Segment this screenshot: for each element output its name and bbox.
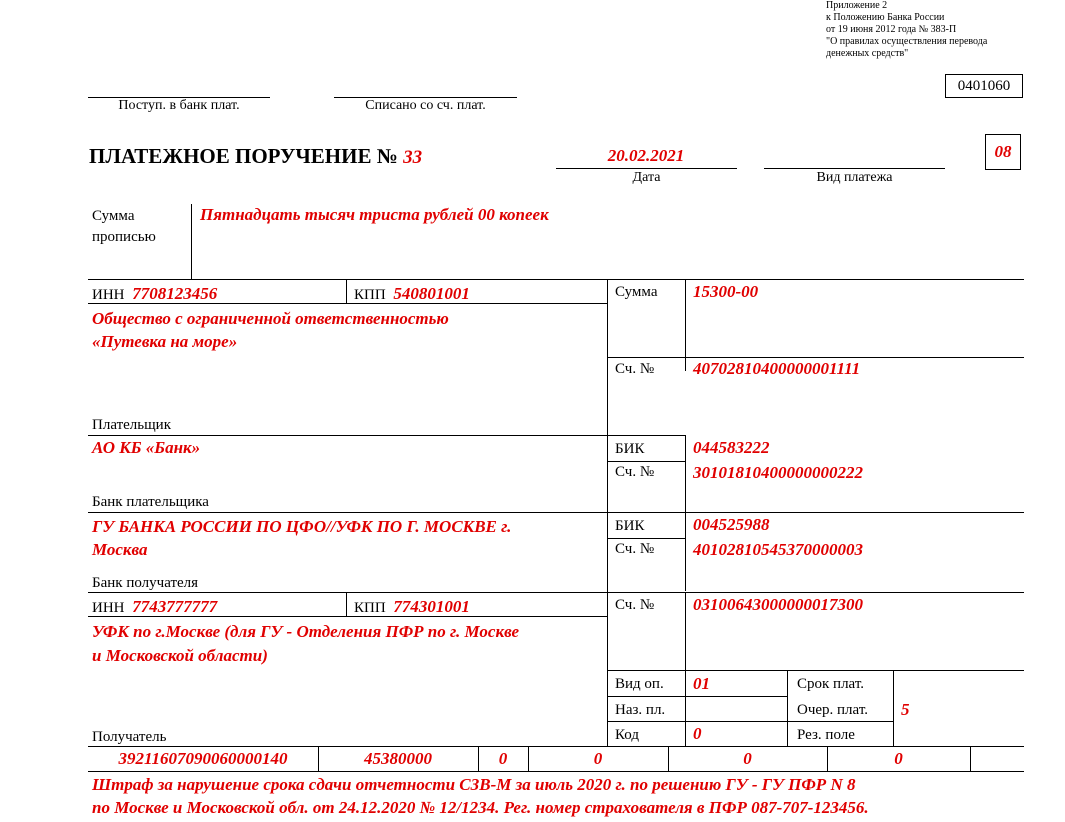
payment-date: 20.02.2021 — [607, 146, 685, 165]
code-value: 0 — [693, 724, 702, 743]
basis-field: 0 — [498, 749, 508, 768]
kbk-field: 39211607090060000140 — [118, 749, 288, 768]
recipient-bank-name — [92, 515, 511, 561]
recipient-name-line-2: и Московской области) — [92, 646, 268, 665]
payer-inn-value: 7708123456 — [132, 284, 218, 303]
recipient-bank-label: Банк получателя — [92, 575, 199, 591]
payer-account-label: Сч. № — [615, 361, 655, 377]
payer-kpp-label: КПП — [354, 287, 386, 303]
document-date-field: 0 — [894, 749, 903, 768]
date-label: Дата — [632, 170, 661, 185]
recipient-bank-name-line-1: ГУ БАНКА РОССИИ ПО ЦФО//УФК ПО Г. МОСКВЕ г. — [92, 517, 512, 536]
payer-label: Плательщик — [92, 417, 171, 433]
payment-purpose-line-1: Штраф за нарушение срока сдачи отчетности СЗВ-М за июль 2020 г. по решению ГУ - ГУ ПФР N 8 — [92, 775, 856, 794]
recipient-bank-corr-account: 40102810545370000003 — [693, 540, 863, 559]
amount-words: Пятнадцать тысяч триста рублей 00 копеек — [200, 205, 549, 224]
payment-purpose — [92, 773, 869, 819]
payer-bank-bik-label: БИК — [615, 441, 645, 457]
debited-label: Списано со сч. плат. — [365, 98, 486, 113]
payer-bank-label: Банк плательщика — [92, 494, 209, 510]
form-code: 0401060 — [945, 74, 1023, 98]
order-number: 33 — [403, 147, 423, 168]
appendix-line-1: Приложение 2 — [826, 0, 888, 11]
recipient-name-line-1: УФК по г.Москве (для ГУ - Отделения ПФР по г. Москве — [92, 622, 520, 641]
code-label: Код — [615, 727, 639, 743]
appendix-line-4: "О правилах осуществления перевода — [826, 36, 988, 47]
payer-account: 40702810400000001111 — [693, 359, 861, 378]
recipient-kpp-label: КПП — [354, 600, 386, 616]
payer-name — [92, 307, 449, 353]
payer-kpp-value: 540801001 — [393, 284, 470, 303]
op-type: 01 — [693, 674, 710, 693]
payer-inn — [92, 284, 217, 304]
period-field: 0 — [593, 749, 603, 768]
reserve-label: Рез. поле — [797, 727, 855, 743]
order-label: Очер. плат. — [797, 702, 868, 718]
recipient-bank-bik: 004525988 — [693, 515, 770, 534]
order-value: 5 — [901, 700, 910, 719]
payer-name-line-2: «Путевка на море» — [92, 332, 238, 351]
payment-purpose-line-2: по Москве и Московской обл. от 24.12.2020 № 12/1234. Рег. номер страхователя в ПФР 087-707-123456. — [92, 798, 869, 817]
payer-name-line-1: Общество с ограниченной ответственностью — [92, 309, 449, 328]
status-code: 08 — [985, 134, 1021, 170]
purpose-code-label: Наз. пл. — [615, 702, 666, 718]
recipient-account-label: Сч. № — [615, 597, 655, 613]
recipient-inn — [92, 597, 217, 617]
recipient-inn-value: 7743777777 — [132, 597, 218, 616]
recipient-kpp-value: 774301001 — [393, 597, 470, 616]
payer-bank-corr-label: Сч. № — [615, 464, 655, 480]
recipient-bank-name-line-2: Москва — [92, 540, 148, 559]
payment-type-label: Вид платежа — [816, 170, 893, 185]
recipient-name — [92, 620, 519, 668]
payer-bank-name: АО КБ «Банк» — [92, 438, 201, 457]
payer-kpp — [354, 284, 470, 304]
document-number-field: 0 — [743, 749, 752, 768]
term-label: Срок плат. — [797, 676, 865, 692]
appendix-note — [826, 0, 987, 60]
oktmo-field: 45380000 — [364, 749, 432, 768]
amount-words-label — [92, 206, 156, 248]
appendix-line-2: к Положению Банка России — [826, 12, 945, 23]
op-type-label: Вид оп. — [615, 676, 664, 692]
page-title — [89, 144, 422, 169]
payer-bank-corr-account: 30101810400000000222 — [693, 463, 863, 482]
recipient-inn-label: ИНН — [92, 600, 125, 616]
recipient-bank-corr-label: Сч. № — [615, 541, 655, 557]
recipient-account: 03100643000000017300 — [693, 595, 863, 614]
appendix-line-5: денежных средств" — [826, 48, 909, 59]
amount-words-label-1: Сумма — [92, 208, 135, 224]
payer-bank-bik: 044583222 — [693, 438, 770, 457]
title-text: ПЛАТЕЖНОЕ ПОРУЧЕНИЕ № — [89, 144, 398, 168]
sum-label: Сумма — [615, 284, 658, 300]
received-label: Поступ. в банк плат. — [118, 98, 240, 113]
sum-value: 15300-00 — [693, 282, 759, 301]
recipient-kpp — [354, 597, 470, 617]
recipient-bank-bik-label: БИК — [615, 518, 645, 534]
payer-inn-label: ИНН — [92, 287, 125, 303]
appendix-line-3: от 19 июня 2012 года № 383-П — [826, 24, 957, 35]
recipient-label: Получатель — [92, 729, 167, 745]
amount-words-label-2: прописью — [92, 229, 156, 245]
